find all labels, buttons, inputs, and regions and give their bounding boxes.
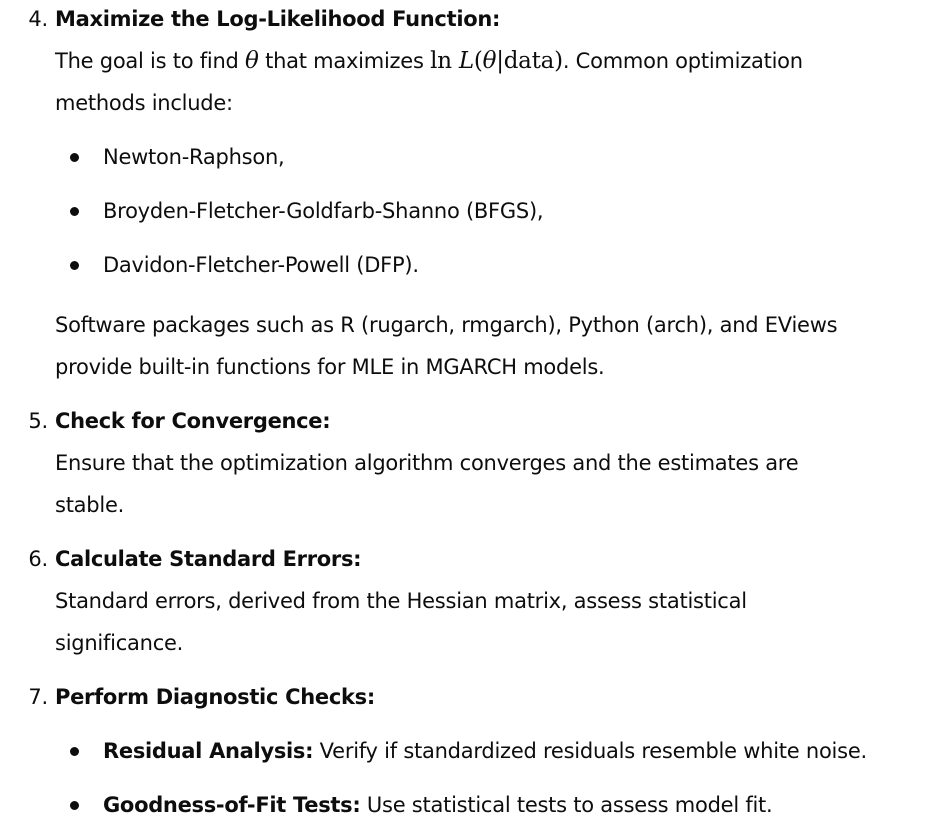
step-5-line2: stable. (55, 493, 125, 517)
bullet-icon (70, 261, 79, 270)
bullet-body: Verify if standardized residuals resemble white noise. (313, 739, 867, 763)
math-log-likelihood: ln L(θ|data) (430, 48, 563, 74)
step-4-intro-line2: methods include: (55, 91, 233, 115)
step-title: Calculate Standard Errors: (55, 547, 362, 571)
intro-text-end: . Common optimization (562, 49, 803, 73)
bullet-body: Use statistical tests to assess model fit. (360, 793, 773, 817)
step-number: 5. (28, 409, 48, 433)
software-note-line2: provide built-in functions for MLE in MGARCH models. (55, 355, 605, 379)
bullet-icon (70, 747, 79, 756)
intro-text-middle: that maximizes (258, 49, 431, 73)
step-number: 4. (28, 7, 48, 31)
step-title: Perform Diagnostic Checks: (55, 685, 375, 709)
bullet-text: Broyden-Fletcher-Goldfarb-Shanno (BFGS), (103, 199, 544, 223)
math-theta: θ (245, 48, 259, 74)
bullet-label: Goodness-of-Fit Tests: (103, 793, 361, 817)
intro-text-start: The goal is to find (55, 49, 246, 73)
step-6-line2: significance. (55, 631, 184, 655)
bullet-text (103, 784, 772, 826)
step-6-line1: Standard errors, derived from the Hessian matrix, assess statistical (55, 589, 747, 613)
step-number: 7. (28, 685, 48, 709)
bullet-icon (70, 153, 79, 162)
bullet-label: Residual Analysis: (103, 739, 314, 763)
software-note-line1: Software packages such as R (rugarch, rmgarch), Python (arch), and EViews (55, 313, 838, 337)
bullet-icon (70, 801, 79, 810)
step-title: Check for Convergence: (55, 409, 331, 433)
step-5-line1: Ensure that the optimization algorithm converges and the estimates are (55, 451, 799, 475)
bullet-text: Davidon-Fletcher-Powell (DFP). (103, 253, 419, 277)
bullet-icon (70, 207, 79, 216)
step-number: 6. (28, 547, 48, 571)
step-title: Maximize the Log-Likelihood Function: (55, 7, 501, 31)
step-4-intro (55, 40, 855, 82)
bullet-text: Newton-Raphson, (103, 145, 285, 169)
bullet-text (103, 730, 867, 772)
